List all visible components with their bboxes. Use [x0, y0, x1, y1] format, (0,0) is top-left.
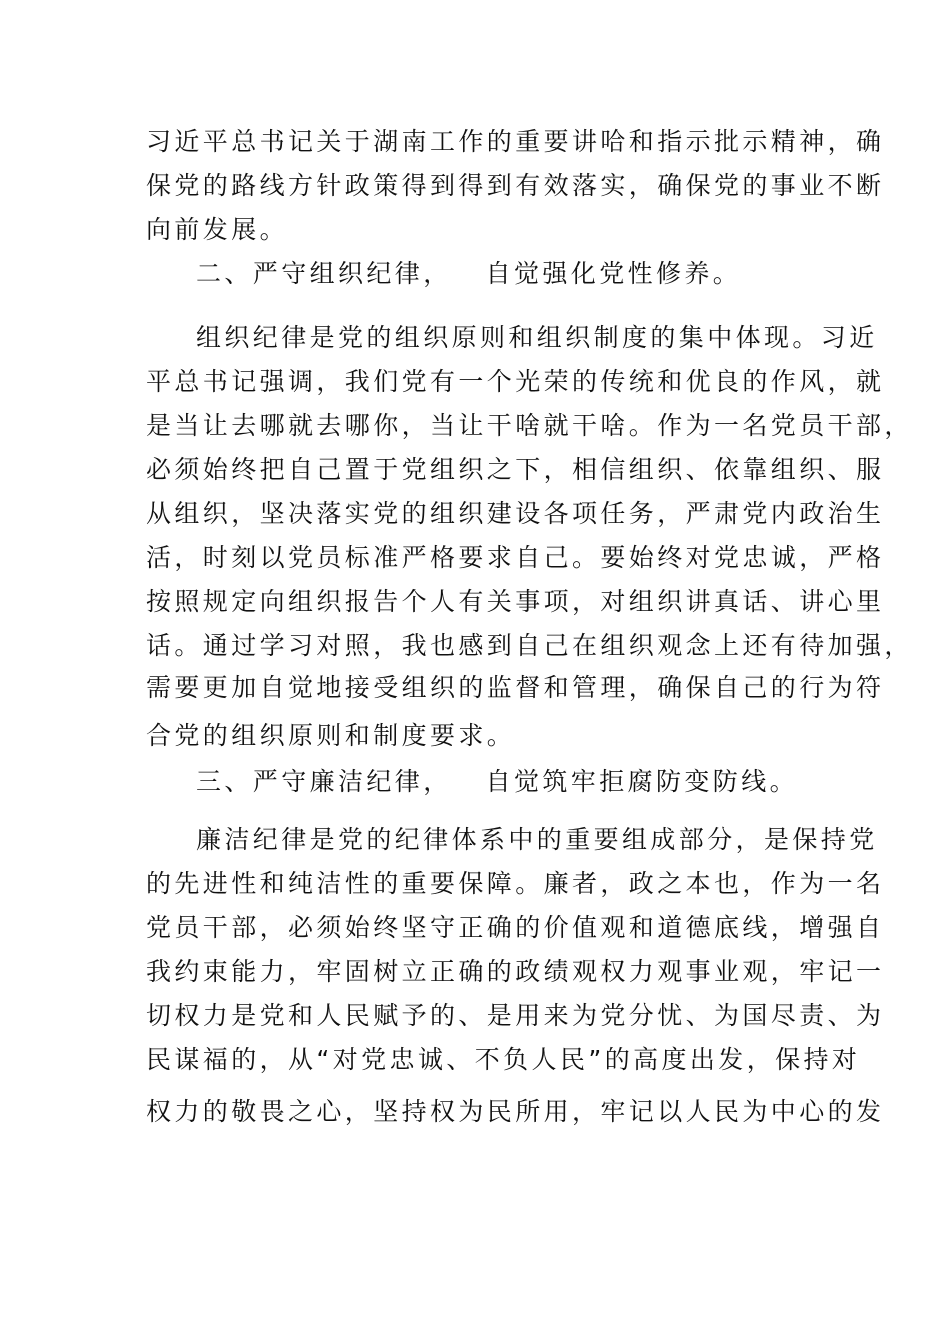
paragraph-line: 按照规定向组织报告个人有关事项，对组织讲真话、讲心里 — [146, 587, 885, 616]
paragraph-line: 习近平总书记关于湖南工作的重要讲哈和指示批示精神，确 — [146, 127, 885, 156]
section-heading-2-part-a: 二、严守组织纪律， — [196, 259, 452, 288]
paragraph-line: 合党的组织原则和制度要求。 — [146, 721, 516, 750]
paragraph-line: 话。通过学习对照，我也感到自己在组织观念上还有待加强， — [146, 631, 913, 660]
paragraph-line: 廉洁纪律是党的纪律体系中的重要组成部分，是保持党 — [196, 825, 878, 854]
paragraph-line: 我约束能力，牢固树立正确的政绩观权力观事业观，牢记一 — [146, 957, 885, 986]
section-heading-3-part-b: 自觉筑牢拒腐防变防线。 — [485, 767, 799, 796]
paragraph-line: 是当让去哪就去哪你，当让干啥就干啥。作为一名党员干部， — [146, 411, 913, 440]
section-heading-2 — [196, 254, 856, 294]
paragraph-line: 必须始终把自己置于党组织之下，相信组织、依靠组织、服 — [146, 455, 885, 484]
paragraph-line: 民谋福的，从“对党忠诚、不负人民”的高度出发，保持对 — [146, 1045, 861, 1074]
section-heading-3 — [196, 762, 856, 802]
paragraph-line: 党员干部，必须始终坚守正确的价值观和道德底线，增强自 — [146, 913, 885, 942]
section-heading-2-part-b: 自觉强化党性修养。 — [485, 259, 742, 288]
paragraph-line: 从组织，坚决落实党的组织建设各项任务，严肃党内政治生 — [146, 499, 885, 528]
paragraph-line: 向前发展。 — [146, 215, 289, 244]
paragraph-line: 保党的路线方针政策得到得到有效落实，确保党的事业不断 — [146, 171, 885, 200]
paragraph-line: 切权力是党和人民赋予的、是用来为党分忧、为国尽责、为 — [146, 1001, 885, 1030]
paragraph-line: 需要更加自觉地接受组织的监督和管理，确保自己的行为符 — [146, 673, 885, 702]
paragraph-line: 的先进性和纯洁性的重要保障。廉者，政之本也，作为一名 — [146, 869, 885, 898]
paragraph-line: 组织纪律是党的组织原则和组织制度的集中体现。习近 — [196, 323, 878, 352]
paragraph-line: 平总书记强调，我们党有一个光荣的传统和优良的作风，就 — [146, 367, 885, 396]
section-heading-3-part-a: 三、严守廉洁纪律， — [196, 767, 452, 796]
paragraph-line: 活，时刻以党员标准严格要求自己。要始终对党忠诚，严格 — [146, 543, 885, 572]
paragraph-line: 权力的敬畏之心，坚持权为民所用，牢记以人民为中心的发 — [146, 1097, 885, 1126]
